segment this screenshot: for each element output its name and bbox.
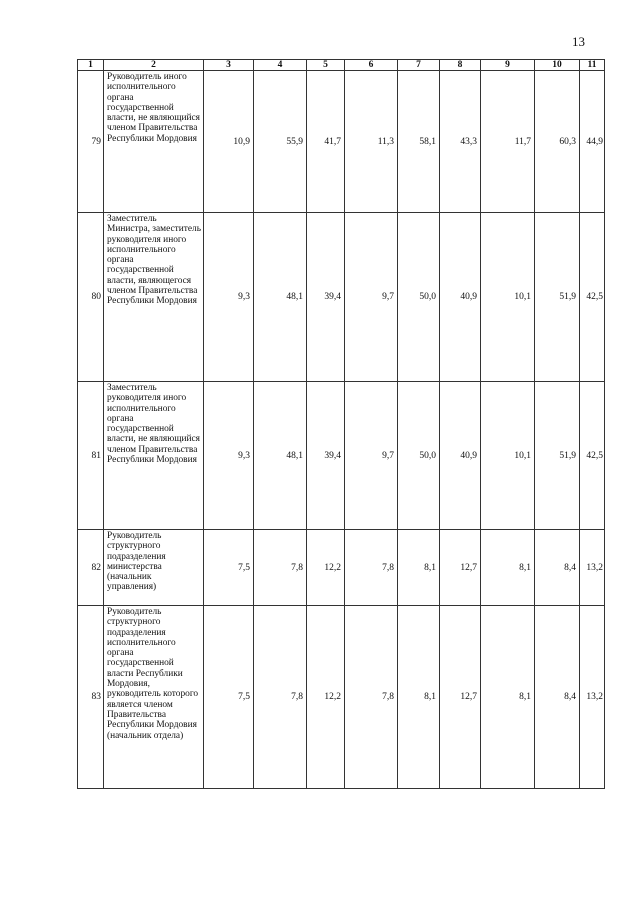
table-cell: 13,2 — [580, 530, 605, 606]
table-cell: 39,4 — [307, 382, 345, 530]
table-cell: 50,0 — [398, 382, 440, 530]
column-header: 5 — [307, 60, 345, 71]
row-number: 80 — [78, 213, 104, 382]
table-cell: 39,4 — [307, 213, 345, 382]
column-header: 4 — [254, 60, 307, 71]
row-number: 83 — [78, 606, 104, 789]
table-cell: 10,1 — [481, 382, 535, 530]
table-cell: 42,5 — [580, 382, 605, 530]
column-header: 8 — [440, 60, 481, 71]
table-row — [78, 71, 605, 213]
column-header: 7 — [398, 60, 440, 71]
table-cell: 8,4 — [535, 530, 580, 606]
table-cell: 8,1 — [481, 606, 535, 789]
table-cell: 51,9 — [535, 213, 580, 382]
table-cell: 9,7 — [345, 382, 398, 530]
table-row — [78, 213, 605, 382]
table-cell: 60,3 — [535, 71, 580, 213]
row-number: 79 — [78, 71, 104, 213]
header-row — [78, 60, 605, 71]
table-cell: 7,5 — [204, 530, 254, 606]
table-cell: 7,8 — [345, 530, 398, 606]
table-row — [78, 382, 605, 530]
column-header: 11 — [580, 60, 605, 71]
table-row — [78, 530, 605, 606]
table-cell: 13,2 — [580, 606, 605, 789]
table-cell: 8,1 — [398, 606, 440, 789]
table-cell: 43,3 — [440, 71, 481, 213]
column-header: 2 — [104, 60, 204, 71]
column-header: 3 — [204, 60, 254, 71]
table-cell: 42,5 — [580, 213, 605, 382]
column-header: 1 — [78, 60, 104, 71]
row-number: 81 — [78, 382, 104, 530]
table-cell: 9,7 — [345, 213, 398, 382]
table-cell: 8,4 — [535, 606, 580, 789]
table-cell: 44,9 — [580, 71, 605, 213]
table-cell: 10,1 — [481, 213, 535, 382]
table-cell: 8,1 — [481, 530, 535, 606]
table-cell: 48,1 — [254, 382, 307, 530]
table-row — [78, 606, 605, 789]
table-cell: 58,1 — [398, 71, 440, 213]
table-cell: 50,0 — [398, 213, 440, 382]
table-cell: 9,3 — [204, 382, 254, 530]
table-cell: 48,1 — [254, 213, 307, 382]
table-cell: 7,8 — [254, 530, 307, 606]
table-cell: 41,7 — [307, 71, 345, 213]
table-cell: 11,7 — [481, 71, 535, 213]
table-cell: 12,2 — [307, 530, 345, 606]
row-number: 82 — [78, 530, 104, 606]
table-cell: 40,9 — [440, 213, 481, 382]
table-cell: 12,2 — [307, 606, 345, 789]
table-cell: 8,1 — [398, 530, 440, 606]
position-title: Руководитель структурного подразделения министерства (начальник управления) — [104, 530, 204, 606]
page-number: 13 — [572, 34, 585, 49]
table-cell: 7,5 — [204, 606, 254, 789]
table-cell: 9,3 — [204, 213, 254, 382]
table-cell: 11,3 — [345, 71, 398, 213]
table-cell: 12,7 — [440, 606, 481, 789]
position-title: Руководитель структурного подразделения исполнительного органа государственной власти Республики Мордовия, руководитель которого является членом Правительства Республики Мордовия (начальник отдела) — [104, 606, 204, 789]
table-cell: 55,9 — [254, 71, 307, 213]
table-cell: 7,8 — [254, 606, 307, 789]
table-cell: 7,8 — [345, 606, 398, 789]
column-header: 6 — [345, 60, 398, 71]
position-title: Заместитель Министра, заместитель руководителя иного исполнительного органа государственной власти, являющегося членом Правительства Республики Мордовия — [104, 213, 204, 382]
salary-table — [77, 59, 605, 789]
table-cell: 10,9 — [204, 71, 254, 213]
table-cell: 12,7 — [440, 530, 481, 606]
table-cell: 51,9 — [535, 382, 580, 530]
column-header: 10 — [535, 60, 580, 71]
column-header: 9 — [481, 60, 535, 71]
position-title: Заместитель руководителя иного исполнительного органа государственной власти, не являющийся членом Правительства Республики Мордовия — [104, 382, 204, 530]
table-cell: 40,9 — [440, 382, 481, 530]
position-title: Руководитель иного исполнительного органа государственной власти, не являющийся членом Правительства Республики Мордовия — [104, 71, 204, 213]
